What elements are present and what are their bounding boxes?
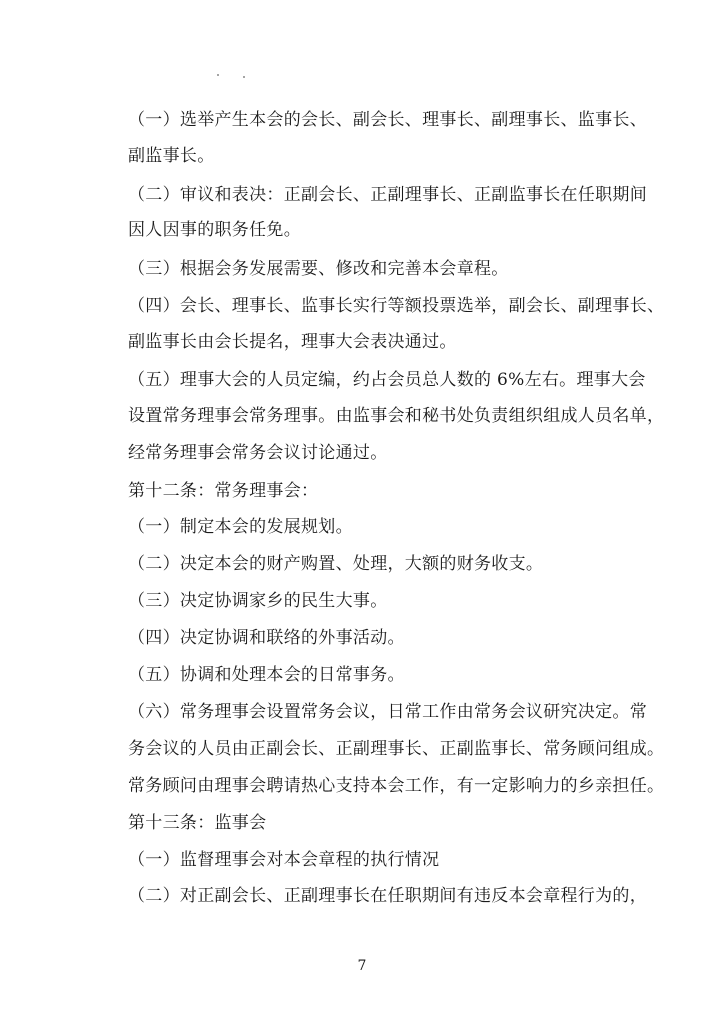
text-line: （五）理事大会的人员定编，约占会员总人数的 6%左右。理事大会	[128, 370, 646, 390]
scan-speck	[217, 74, 219, 76]
text-line: （一）监督理事会对本会章程的执行情况	[128, 850, 440, 870]
text-line: （四）会长、理事长、监事长实行等额投票选举，副会长、副理事长、	[128, 296, 665, 316]
section-heading: 第十三条：监事会	[128, 813, 267, 833]
section-heading: 第十二条：常务理事会：	[128, 481, 319, 501]
text-line: （四）决定协调和联络的外事活动。	[128, 628, 405, 648]
text-line: （二）审议和表决：正副会长、正副理事长、正副监事长在任职期间	[128, 185, 647, 205]
text-line: （三）根据会务发展需要、修改和完善本会章程。	[128, 259, 509, 279]
scan-speck	[243, 76, 245, 78]
text-line: （三）决定协调家乡的民生大事。	[128, 591, 388, 611]
text-line: （一）制定本会的发展规划。	[128, 517, 353, 537]
text-line: 副监事长。	[128, 146, 215, 166]
text-line: （五）协调和处理本会的日常事务。	[128, 665, 405, 685]
text-line: （六）常务理事会设置常务会议，日常工作由常务会议研究决定。常	[128, 702, 647, 722]
text-line: （二）决定本会的财产购置、处理，大额的财务收支。	[128, 554, 544, 574]
page-number: 7	[357, 958, 367, 974]
text-line: 副监事长由会长提名，理事大会表决通过。	[128, 332, 457, 352]
text-line: 经常务理事会常务会议讨论通过。	[128, 443, 388, 463]
text-line: 务会议的人员由正副会长、正副理事长、正副监事长、常务顾问组成。	[128, 739, 665, 759]
text-line: 因人因事的职务任免。	[128, 220, 301, 240]
text-line: 设置常务理事会常务理事。由监事会和秘书处负责组织组成人员名单，	[128, 406, 665, 426]
text-line: （一）选举产生本会的会长、副会长、理事长、副理事长、监事长、	[128, 110, 647, 130]
text-line: 常务顾问由理事会聘请热心支持本会工作，有一定影响力的乡亲担任。	[128, 776, 665, 796]
text-line: （二）对正副会长、正副理事长在任职期间有违反本会章程行为的，	[128, 886, 647, 906]
